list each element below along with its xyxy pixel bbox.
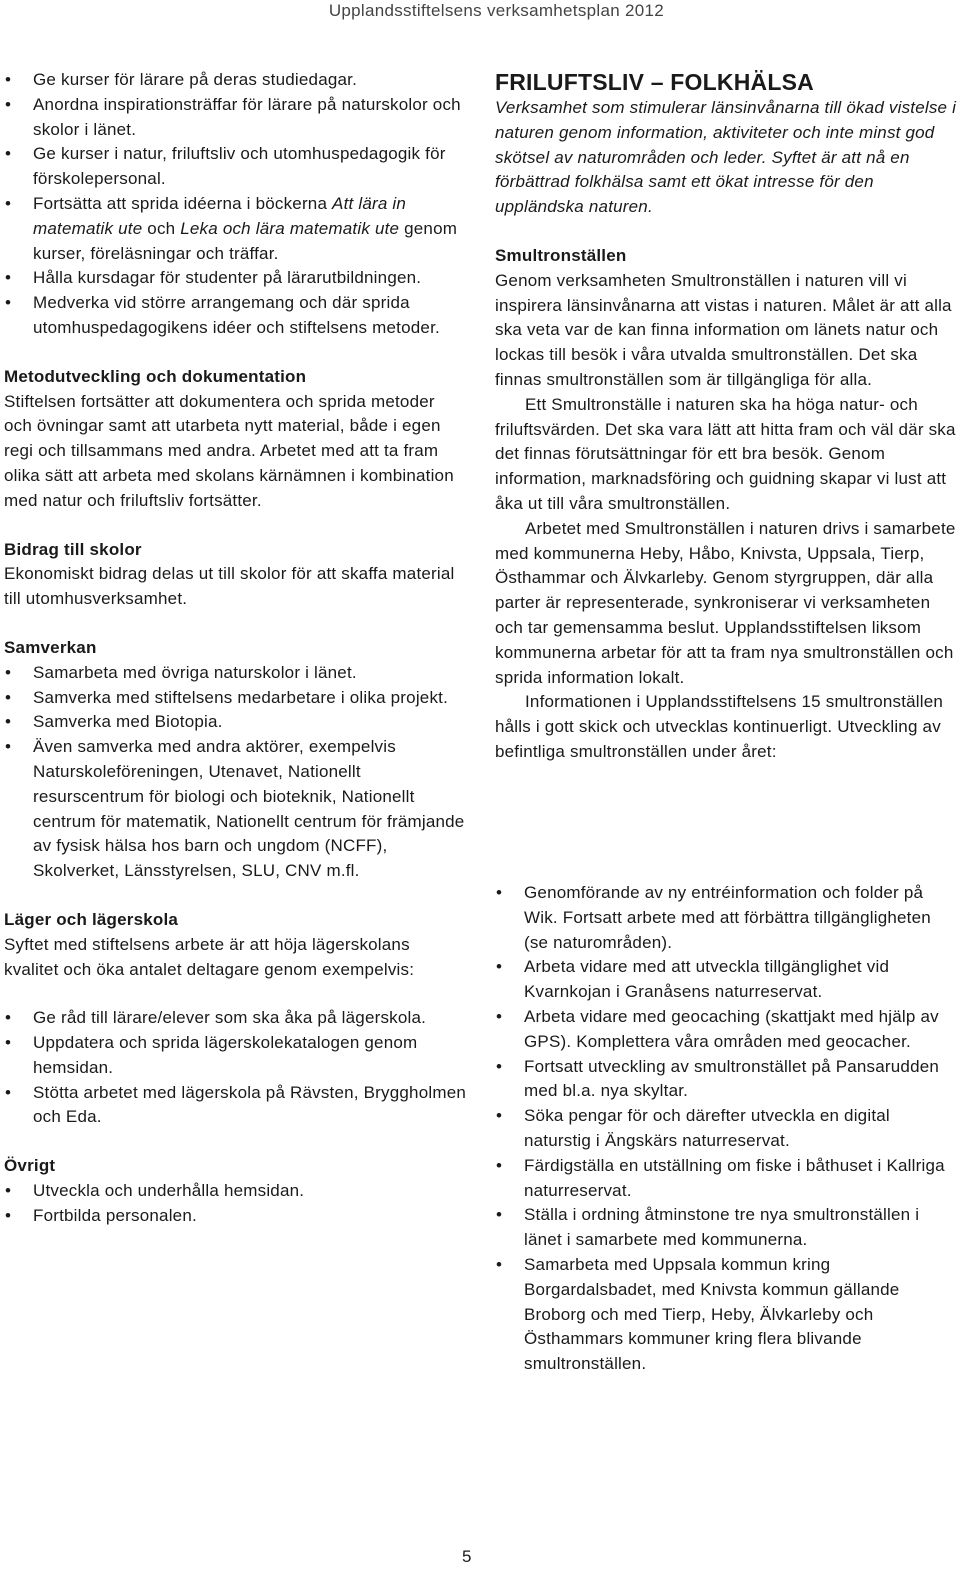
section-ovrigt [4, 1154, 466, 1228]
list-item: • Utveckla och underhålla hemsidan. [4, 1179, 466, 1204]
paragraph: Ett Smultronställe i naturen ska ha höga natur- och friluftsvärden. Det ska vara lätt att hitta fram och väl där ska det finnas förutsättningar för ett bra besök. Genom information, marknadsföring och guidning skapar vi lust att åka ut till våra smultronställen. [495, 394, 956, 513]
section-smultronstallen [495, 244, 957, 765]
right-column-list [495, 881, 957, 1377]
list-item [4, 192, 466, 266]
left-column [4, 68, 466, 1229]
section-title: FRILUFTSLIV – FOLKHÄLSA [495, 69, 814, 95]
paragraph: Genom verksamheten Smultronställen i naturen vill vi inspirera länsinvånarna att vistas i naturen. Målet är att alla ska veta var de kan finna information om länets natur och lockas till besök i våra utvalda smultronställen. Det ska finnas smultronställen som är tillgängliga för alla. [495, 270, 952, 389]
list-item: • Samverka med Biotopia. [4, 710, 466, 735]
paragraph: Arbetet med Smultronställen i naturen drivs i samarbete med kommunerna Heby, Håbo, Knivsta, Uppsala, Tierp, Östhammar och Älvkarleby. Genom styrgruppen, där alla parter är representerade, synkroniserar vi verksamheten och tar gemensamma beslut. Upplandsstiftelsen liksom kommunerna arbetar för att ta fram nya smultronställen och sprida information lokalt. [495, 518, 956, 687]
section-heading: Samverkan [4, 637, 97, 657]
list-item: • Medverka vid större arrangemang och där sprida utomhuspedagogikens idéer och stiftelsens metoder. [4, 291, 466, 341]
list-item: • Söka pengar för och därefter utveckla en digital naturstig i Ängskärs naturreservat. [495, 1104, 957, 1154]
list-item: • Fortbilda personalen. [4, 1204, 466, 1229]
section-lager [4, 908, 466, 1130]
section-text: Syftet med stiftelsens arbete är att höja lägerskolans kvalitet och öka antalet deltagare genom exempelvis: [4, 934, 415, 979]
section-heading: Läger och lägerskola [4, 909, 179, 929]
list-item: • Ge råd till lärare/elever som ska åka på lägerskola. [4, 1006, 466, 1031]
section-samverkan [4, 636, 466, 884]
section-heading: Metodutveckling och dokumentation [4, 366, 307, 386]
list-item: • Arbeta vidare med geocaching (skattjakt med hjälp av GPS). Komplettera våra områden med geocacher. [495, 1005, 957, 1055]
list-item: • Anordna inspirationsträffar för lärare på naturskolor och skolor i länet. [4, 93, 466, 143]
page-number: 5 [462, 1547, 472, 1566]
section-heading: Övrigt [4, 1156, 56, 1176]
list-item: • Uppdatera och sprida lägerskolekatalogen genom hemsidan. [4, 1031, 466, 1081]
list-item: • Stötta arbetet med lägerskola på Rävsten, Bryggholmen och Eda. [4, 1081, 466, 1131]
section-metodutveckling [4, 365, 466, 514]
text-run: Fortsätta att sprida idéerna i böckerna [33, 193, 333, 213]
paragraph: Informationen i Upplandsstiftelsens 15 smultronställen hålls i gott skick och utvecklas kontinuerligt. Utveckling av befintliga smultronställen under året: [495, 692, 944, 761]
section-text: Stiftelsen fortsätter att dokumentera och sprida metoder och övningar samt att utarbeta nytt material, både i egen regi och tillsammans med andra. Arbetet med att ta fram olika sätt att arbeta med skolans kärnämnen i kombination med natur och friluftsliv fortsätter. [4, 391, 454, 510]
page-header: Upplandsstiftelsens verksamhetsplan 2012 [328, 1, 664, 20]
samverkan-list [4, 661, 466, 884]
list-item: • Färdigställa en utställning om fiske i båthuset i Kallriga naturreservat. [495, 1154, 957, 1204]
list-item: • Ställa i ordning åtminstone tre nya smultronställen i länet i samarbete med kommunerna. [495, 1203, 957, 1253]
book-title: Att lära in matematik ute [33, 193, 407, 238]
lager-list [4, 1006, 466, 1130]
list-item: • Arbeta vidare med att utveckla tillgänglighet vid Kvarnkojan i Granåsens naturreservat. [495, 955, 957, 1005]
list-item: • Samarbeta med övriga naturskolor i länet. [4, 661, 466, 686]
list-item: • Samarbeta med Uppsala kommun kring Borgardalsbadet, med Knivsta kommun gällande Broborg och med Tierp, Heby, Älvkarleby och Östhammars kommuner kring flera blivande smultronställen. [495, 1253, 957, 1377]
ovrigt-list [4, 1179, 466, 1229]
list-item: • Genomförande av ny entréinformation och folder på Wik. Fortsatt arbete med att förbättra tillgängligheten (se naturområden). [495, 881, 957, 955]
list-item: • Samverka med stiftelsens medarbetare i olika projekt. [4, 686, 466, 711]
list-item: • Hålla kursdagar för studenter på lärarutbildningen. [4, 266, 466, 291]
section-bidrag [4, 538, 466, 612]
section-heading: Smultronställen [495, 245, 627, 265]
lead-text: Verksamhet som stimulerar länsinvånarna till ökad vistelse i naturen genom information, aktiviteter och inte minst god skötsel av naturområden och leder. Syftet är att nå en förbättrad folkhälsa samt ett ökat intresse för den uppländska naturen. [495, 98, 957, 217]
list-item: • Ge kurser i natur, friluftsliv och utomhuspedagogik för förskolepersonal. [4, 142, 466, 192]
section-text: Ekonomiskt bidrag delas ut till skolor för att skaffa material till utomhusverksamhet. [4, 564, 455, 609]
text-run: och [142, 218, 181, 238]
list-item: • Ge kurser för lärare på deras studiedagar. [4, 68, 466, 93]
list-item: • Fortsatt utveckling av smultronstället på Pansarudden med bl.a. nya skyltar. [495, 1055, 957, 1105]
text-run: genom kurser, föreläsningar och träffar. [33, 218, 458, 263]
book-title: Leka och lära matematik ute [180, 218, 400, 238]
intro-list [4, 68, 466, 341]
right-column [495, 68, 957, 765]
section-heading: Bidrag till skolor [4, 539, 142, 559]
list-item: • Även samverka med andra aktörer, exempelvis Naturskoleföreningen, Utenavet, Nationellt resurscentrum för biologi och bioteknik, Nationellt centrum för matematik, Nationellt centrum för främjande av fysisk hälsa hos barn och ungdom (NCFF), Skolverket, Länsstyrelsen, SLU, CNV m.fl. [4, 735, 466, 884]
utveckling-list [495, 881, 957, 1377]
